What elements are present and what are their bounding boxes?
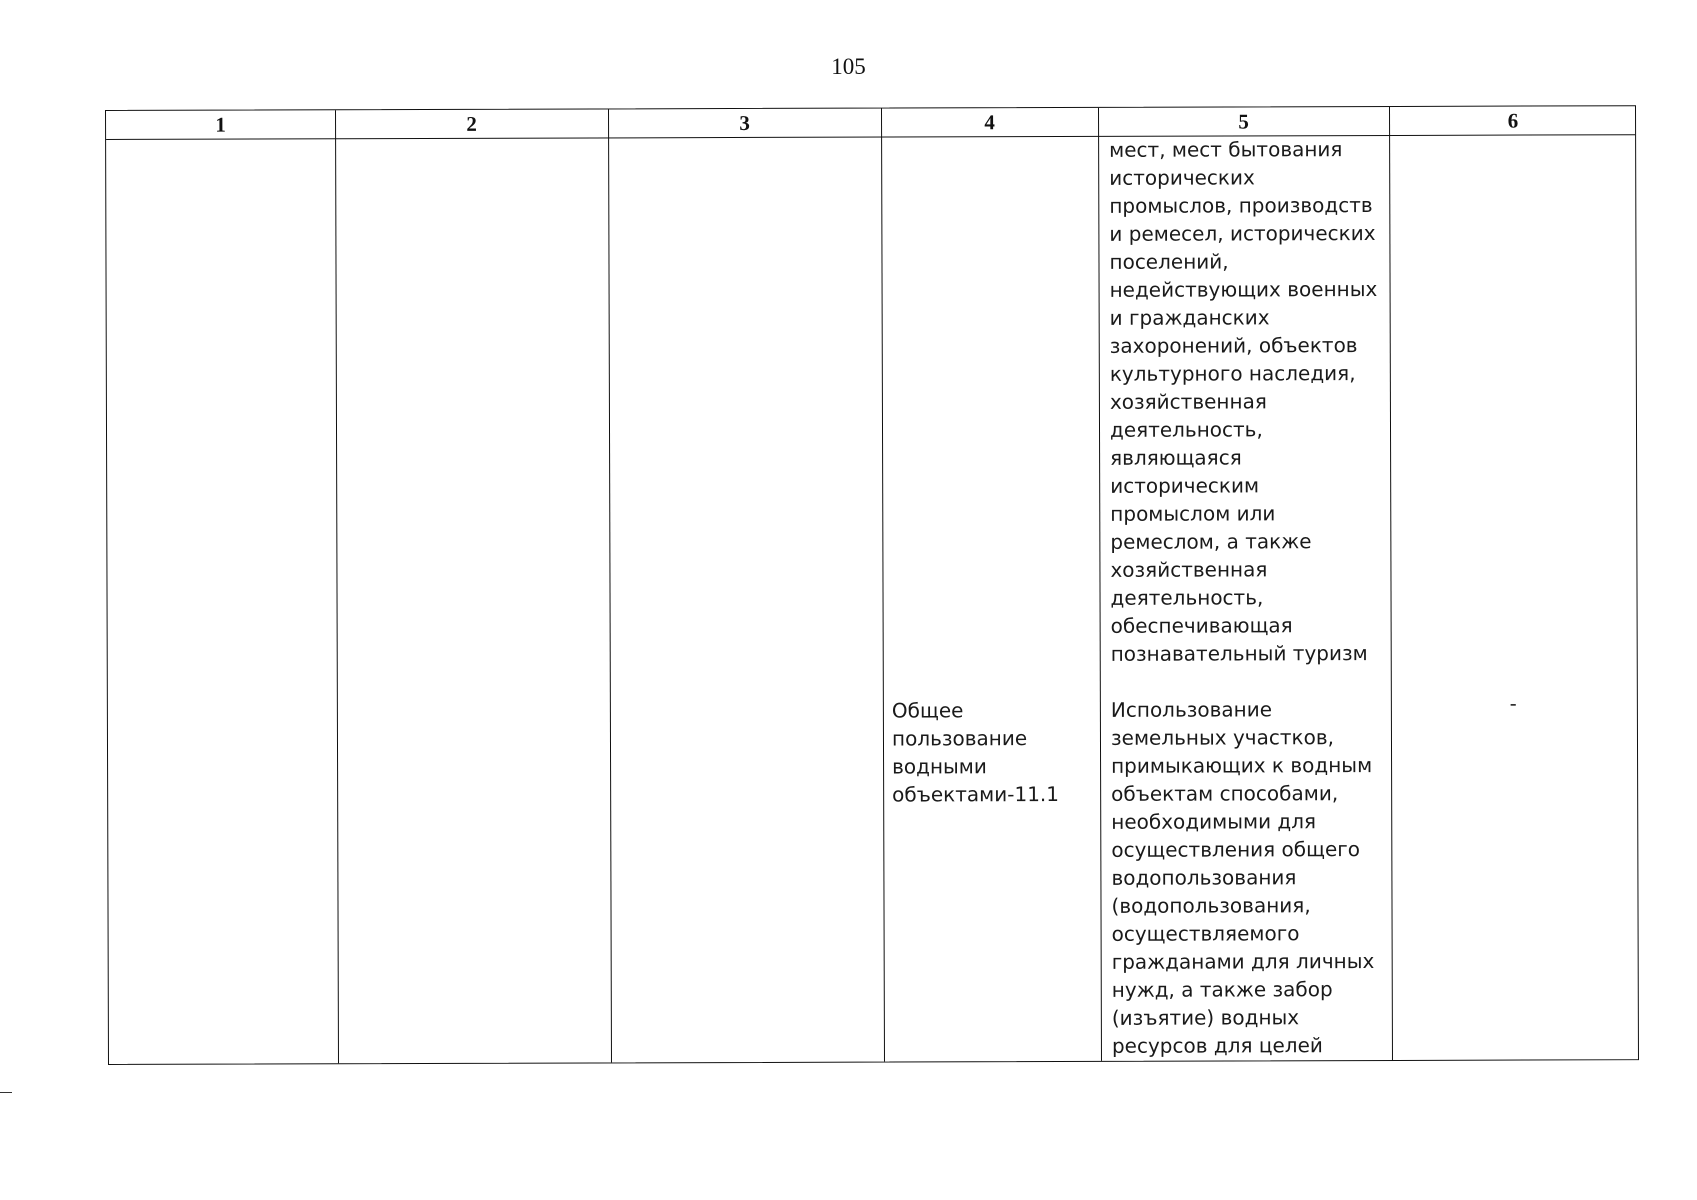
column-divider: [335, 110, 339, 1063]
column-header-4: 4: [984, 109, 995, 134]
column-header-1: 1: [215, 112, 226, 137]
column-header-3: 3: [739, 110, 750, 135]
table-cell-empty-value: -: [1509, 692, 1517, 715]
column-divider: [881, 109, 885, 1062]
permitted-use-table: [105, 105, 1639, 1065]
column-divider: [1389, 107, 1393, 1060]
column-divider: [1098, 108, 1102, 1061]
column-header-6: 6: [1507, 108, 1519, 133]
column-header-2: 2: [466, 111, 477, 136]
table-cell-description: мест, мест бытования исторических промыслов, производств и ремесел, исторических поселений, недействующих военных и гражданских захоронений, объектов культурного наследия, хозяйственная деятельность, являющаяся историческим промыслом или ремеслом, а также хозяйственная деятельность, обеспечивающая познавательный туризм: [1109, 137, 1378, 666]
table-cell-description: Использование земельных участков, примыкающих к водным объектам способами, необходимыми для осуществления общего водопользования (водопользования, осуществляемого гражданами для личных нужд, а также забор (изъятие) водных ресурсов для целей: [1110, 697, 1375, 1058]
margin-mark: [0, 1092, 12, 1093]
table-cell-use-type: Общее пользование водными объектами-11.1: [891, 698, 1060, 807]
page-number: 105: [831, 54, 866, 79]
column-header-5: 5: [1238, 108, 1249, 133]
column-divider: [608, 109, 612, 1062]
